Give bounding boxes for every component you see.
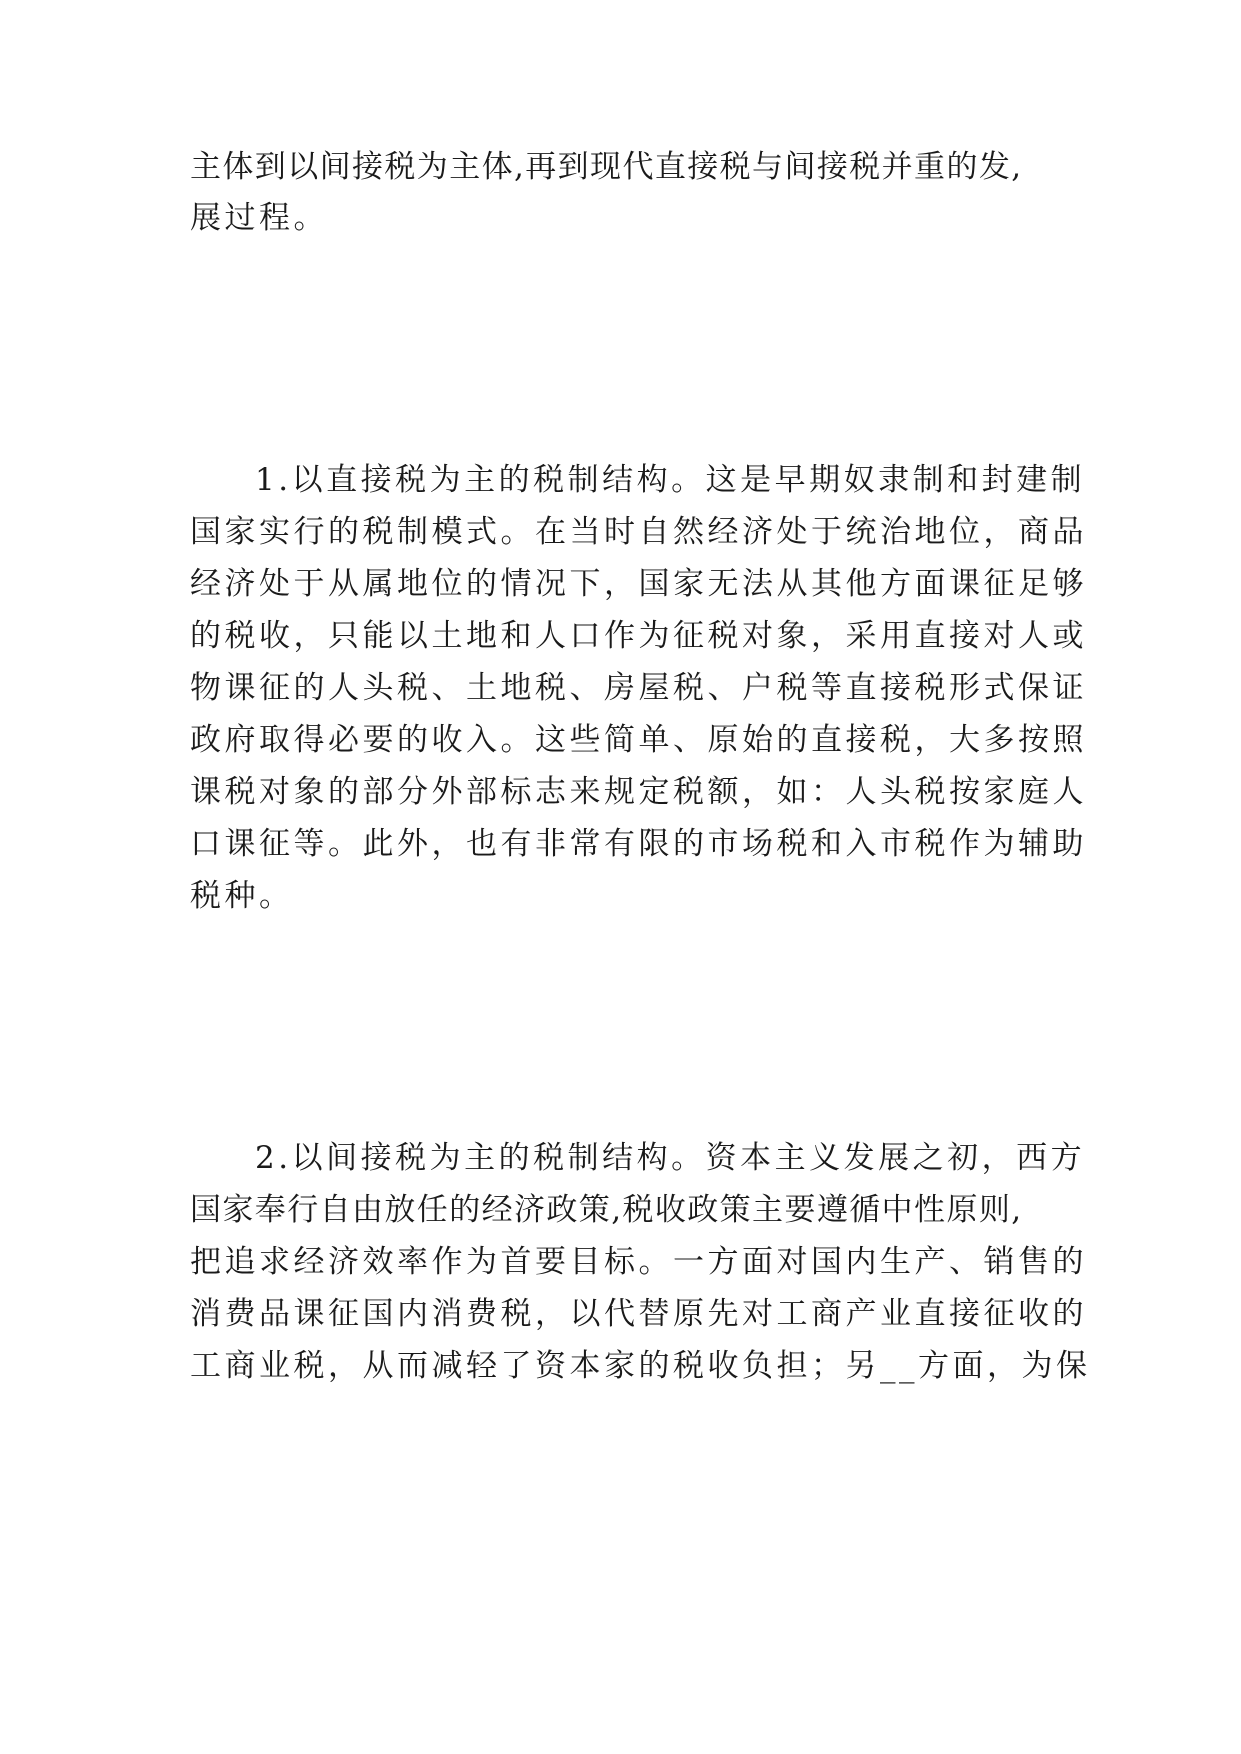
paragraph-line: 消费品课征国内消费税，以代替原先对工商产业直接征收的 <box>190 1296 1087 1332</box>
paragraph-line: 课税对象的部分外部标志来规定税额，如：人头税按家庭人 <box>190 774 1087 810</box>
paragraph-line: 经济处于从属地位的情况下，国家无法从其他方面课征足够 <box>190 566 1087 602</box>
paragraph-line: 国家奉行自由放任的经济政策,税收政策主要遵循中性原则, <box>190 1192 1023 1228</box>
paragraph-line: 把追求经济效率作为首要目标。一方面对国内生产、销售的 <box>190 1244 1087 1280</box>
paragraph-line: 工商业税，从而减轻了资本家的税收负担；另__方面，为保 <box>190 1348 1091 1384</box>
paragraph-line: 口课征等。此外，也有非常有限的市场税和入市税作为辅助 <box>190 826 1087 862</box>
paragraph-line: 物课征的人头税、土地税、房屋税、户税等直接税形式保证 <box>190 670 1087 706</box>
paragraph-line: 政府取得必要的收入。这些简单、原始的直接税，大多按照 <box>190 722 1087 758</box>
paragraph-line: 1.以直接税为主的税制结构。这是早期奴隶制和封建制 <box>255 462 1086 498</box>
paragraph-line: 主体到以间接税为主体,再到现代直接税与间接税并重的发, <box>190 149 1023 185</box>
paragraph-line: 展过程。 <box>190 200 328 236</box>
paragraph-line: 税种。 <box>190 878 294 914</box>
paragraph-line: 国家实行的税制模式。在当时自然经济处于统治地位，商品 <box>190 514 1087 550</box>
paragraph-line: 的税收，只能以土地和人口作为征税对象，采用直接对人或 <box>190 618 1087 654</box>
paragraph-line: 2.以间接税为主的税制结构。资本主义发展之初，西方 <box>255 1140 1086 1176</box>
